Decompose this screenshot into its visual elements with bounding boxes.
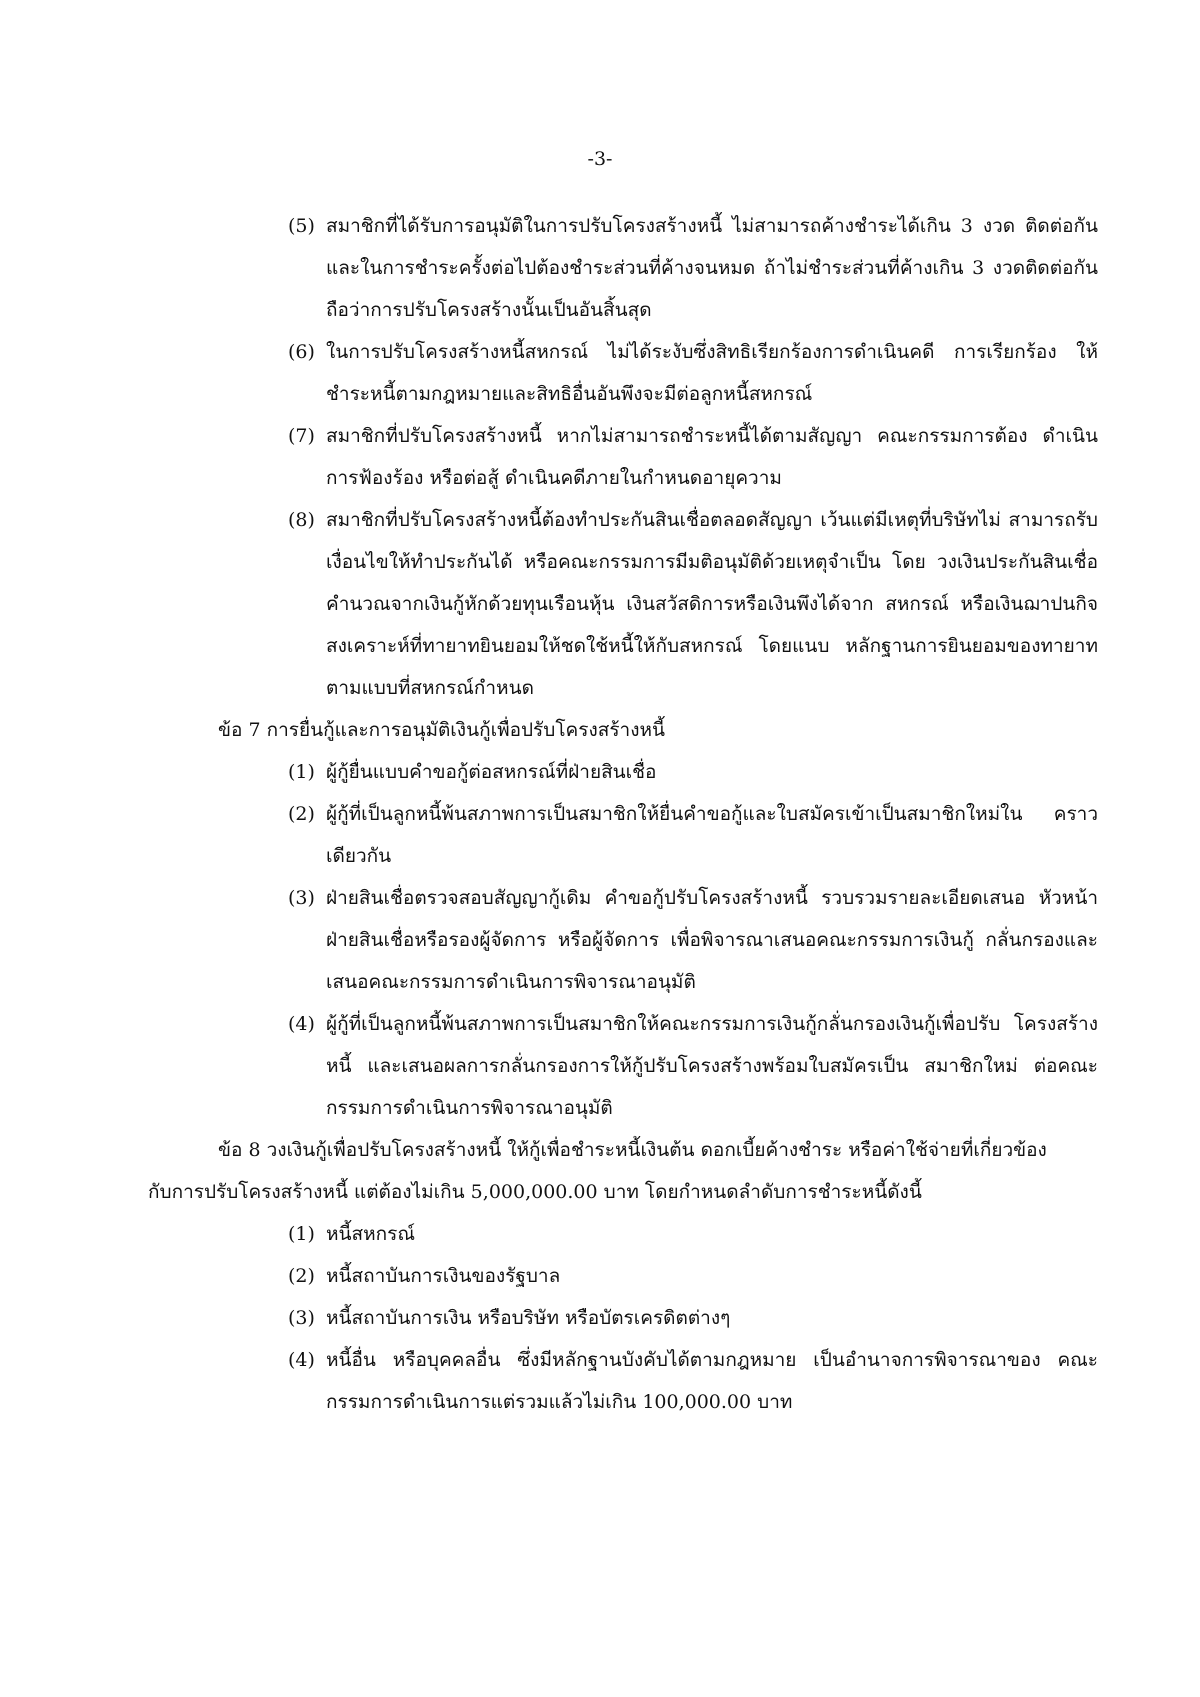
list-item — [288, 1003, 1098, 1129]
item-number: (1) — [288, 1223, 315, 1245]
item-text: หนี้อื่น หรือบุคคลอื่น ซึ่งมีหลักฐานบังคับได้ตามกฎหมาย เป็นอำนาจการพิจารณาของ คณะกรรมการดำเนินการแต่รวมแล้วไม่เกิน 100,000.00 บาท — [326, 1349, 1098, 1413]
item-number: (5) — [288, 215, 315, 237]
list-item — [288, 1213, 1098, 1255]
item-text: ผู้กู้ที่เป็นลูกหนี้พ้นสภาพการเป็นสมาชิกให้ยื่นคำขอกู้และใบสมัครเข้าเป็นสมาชิกใหม่ใน คราวเดียวกัน — [326, 803, 1098, 867]
item-number: (2) — [288, 1265, 315, 1287]
item-text: ฝ่ายสินเชื่อตรวจสอบสัญญากู้เดิม คำขอกู้ปรับโครงสร้างหนี้ รวบรวมรายละเอียดเสนอ หัวหน้าฝ่ายสินเชื่อหรือรองผู้จัดการ หรือผู้จัดการ เพื่อพิจารณาเสนอคณะกรรมการเงินกู้ กลั่นกรองและเสนอคณะกรรมการดำเนินการพิจารณาอนุมัติ — [326, 887, 1098, 993]
list-item — [288, 751, 1098, 793]
list-item — [288, 415, 1098, 499]
item-number: (1) — [288, 761, 315, 783]
list-item — [288, 1339, 1098, 1423]
item-text: ผู้กู้ที่เป็นลูกหนี้พ้นสภาพการเป็นสมาชิกให้คณะกรรมการเงินกู้กลั่นกรองเงินกู้เพื่อปรับ โครงสร้างหนี้ และเสนอผลการกลั่นกรองการให้กู้ปรับโครงสร้างพร้อมใบสมัครเป็น สมาชิกใหม่ ต่อคณะกรรมการดำเนินการพิจารณาอนุมัติ — [326, 1013, 1098, 1119]
list-item — [288, 1255, 1098, 1297]
list-item — [288, 499, 1098, 709]
list-item — [288, 331, 1098, 415]
item-text: หนี้สหกรณ์ — [326, 1223, 415, 1245]
item-text: สมาชิกที่ได้รับการอนุมัติในการปรับโครงสร้างหนี้ ไม่สามารถค้างชำระได้เกิน 3 งวด ติดต่อกัน และในการชำระครั้งต่อไปต้องชำระส่วนที่ค้างจนหมด ถ้าไม่ชำระส่วนที่ค้างเกิน 3 งวดติดต่อกัน ถือว่าการปรับโครงสร้างนั้นเป็นอันสิ้นสุด — [326, 215, 1098, 321]
item-text: ผู้กู้ยื่นแบบคำขอกู้ต่อสหกรณ์ที่ฝ่ายสินเชื่อ — [326, 761, 657, 783]
item-text: สมาชิกที่ปรับโครงสร้างหนี้ต้องทำประกันสินเชื่อตลอดสัญญา เว้นแต่มีเหตุที่บริษัทไม่ สามารถรับเงื่อนไขให้ทำประกันได้ หรือคณะกรรมการมีมติอนุมัติด้วยเหตุจำเป็น โดย วงเงินประกันสินเชื่อคำนวณจากเงินกู้หักด้วยทุนเรือนหุ้น เงินสวัสดิการหรือเงินพึงได้จาก สหกรณ์ หรือเงินฌาปนกิจสงเคราะห์ที่ทายาทยินยอมให้ชดใช้หนี้ให้กับสหกรณ์ โดยแนบ หลักฐานการยินยอมของทายาทตามแบบที่สหกรณ์กำหนด — [326, 509, 1098, 699]
clause-8-line-2: กับการปรับโครงสร้างหนี้ แต่ต้องไม่เกิน 5,000,000.00 บาท โดยกำหนดลำดับการชำระหนี้ดังนี้ — [148, 1181, 922, 1203]
clause-7-heading: ข้อ 7 การยื่นกู้และการอนุมัติเงินกู้เพื่อปรับโครงสร้างหนี้ — [218, 719, 665, 741]
clause-8-paragraph — [148, 1129, 1098, 1213]
clause-8-line-1: ข้อ 8 วงเงินกู้เพื่อปรับโครงสร้างหนี้ ให้กู้เพื่อชำระหนี้เงินต้น ดอกเบี้ยค้างชำระ หรือค่าใช้จ่ายที่เกี่ยวข้อง — [218, 1139, 1047, 1161]
item-text: หนี้สถาบันการเงินของรัฐบาล — [326, 1265, 561, 1287]
list-item — [288, 793, 1098, 877]
item-number: (7) — [288, 425, 315, 447]
list-item — [288, 205, 1098, 331]
list-item — [288, 1297, 1098, 1339]
page-number: -3- — [587, 148, 613, 170]
item-number: (4) — [288, 1349, 315, 1371]
item-number: (4) — [288, 1013, 315, 1035]
item-number: (8) — [288, 509, 315, 531]
page-content — [0, 205, 1200, 1423]
item-number: (6) — [288, 341, 315, 363]
item-number: (2) — [288, 803, 315, 825]
list-item — [288, 877, 1098, 1003]
item-number: (3) — [288, 887, 315, 909]
item-text: ในการปรับโครงสร้างหนี้สหกรณ์ ไม่ได้ระงับซึ่งสิทธิเรียกร้องการดำเนินคดี การเรียกร้อง ให้ชำระหนี้ตามกฎหมายและสิทธิอื่นอันพึงจะมีต่อลูกหนี้สหกรณ์ — [326, 341, 1098, 405]
item-text: สมาชิกที่ปรับโครงสร้างหนี้ หากไม่สามารถชำระหนี้ได้ตามสัญญา คณะกรรมการต้อง ดำเนินการฟ้องร้อง หรือต่อสู้ ดำเนินคดีภายในกำหนดอายุความ — [326, 425, 1098, 489]
item-text: หนี้สถาบันการเงิน หรือบริษัท หรือบัตรเครดิตต่างๆ — [326, 1307, 731, 1329]
item-number: (3) — [288, 1307, 315, 1329]
